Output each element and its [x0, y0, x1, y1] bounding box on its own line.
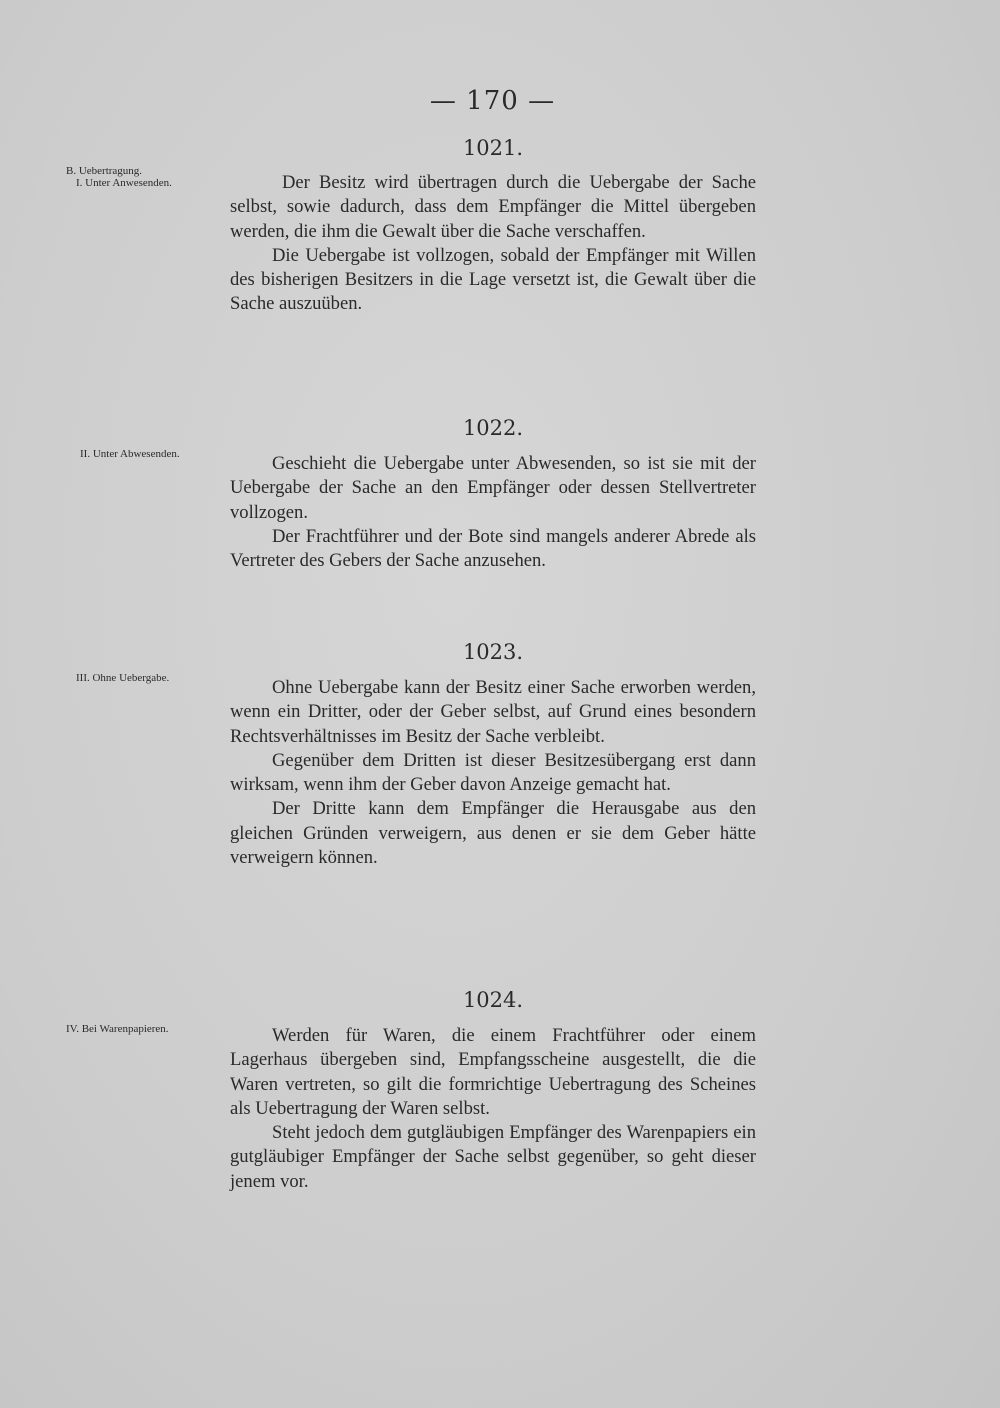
article-body-1024: [230, 1024, 756, 1194]
paragraph: Der Frachtführer und der Bote sind mangels anderer Abrede als Vertreter des Gebers der Sache anzusehen.: [230, 525, 756, 572]
article-body-1022: [230, 452, 756, 573]
paragraph: Geschieht die Uebergabe unter Abwesenden, so ist sie mit der Uebergabe der Sache an den Empfänger oder dessen Stellvertreter vollzogen.: [230, 453, 756, 523]
paragraph: Werden für Waren, die einem Frachtführer oder einem Lagerhaus übergeben sind, Empfangsscheine ausgestellt, die die Waren vertreten, so gilt die formrichtige Uebertragung des Scheines als Uebertragung der Waren selbst.: [230, 1025, 756, 1119]
paragraph: Der Dritte kann dem Empfänger die Herausgabe aus den gleichen Gründen verweigern, aus denen er sie dem Geber hätte verweigern können.: [230, 798, 756, 869]
paragraph: Steht jedoch dem gutgläubigen Empfänger des Warenpapiers ein gutgläubiger Empfänger der Sache selbst gegenüber, so geht dieser jenem vor.: [230, 1122, 756, 1192]
margin-note-1021-heading: B. Uebertragung.: [66, 165, 143, 177]
margin-note-1024: IV. Bei Warenpapieren.: [66, 1023, 169, 1035]
paragraph: Gegenüber dem Dritten ist dieser Besitzesübergang erst dann wirksam, wenn ihm der Geber davon Anzeige gemacht hat.: [230, 749, 756, 796]
article-body-1023: [230, 676, 756, 870]
article-number-1022: 1022.: [462, 416, 524, 440]
paragraph: Der Besitz wird übertragen durch die Uebergabe der Sache selbst, sowie dadurch, dass dem Empfänger die Mittel übergeben werden, die ihm die Gewalt über die Sache verschaffen.: [230, 172, 756, 242]
article-number-1023: 1023.: [462, 640, 524, 664]
margin-note-1021-sub: I. Unter Anwesenden.: [76, 177, 172, 189]
margin-note-1023: III. Ohne Uebergabe.: [76, 672, 170, 684]
article-number-1024: 1024.: [462, 988, 524, 1012]
page-number: — 170 —: [429, 86, 556, 116]
article-number-1021: 1021.: [462, 136, 524, 160]
article-body-1021: [230, 171, 756, 317]
paragraph: Ohne Uebergabe kann der Besitz einer Sache erworben werden, wenn ein Dritter, oder der Geber selbst, auf Grund eines besondern Rechtsverhältnisses im Besitz der Sache verbleibt.: [230, 677, 756, 747]
margin-note-1022: II. Unter Abwesenden.: [80, 448, 180, 460]
paragraph: Die Uebergabe ist vollzogen, sobald der Empfänger mit Willen des bisherigen Besitzers in die Lage versetzt ist, die Gewalt über die Sache auszuüben.: [230, 244, 756, 315]
